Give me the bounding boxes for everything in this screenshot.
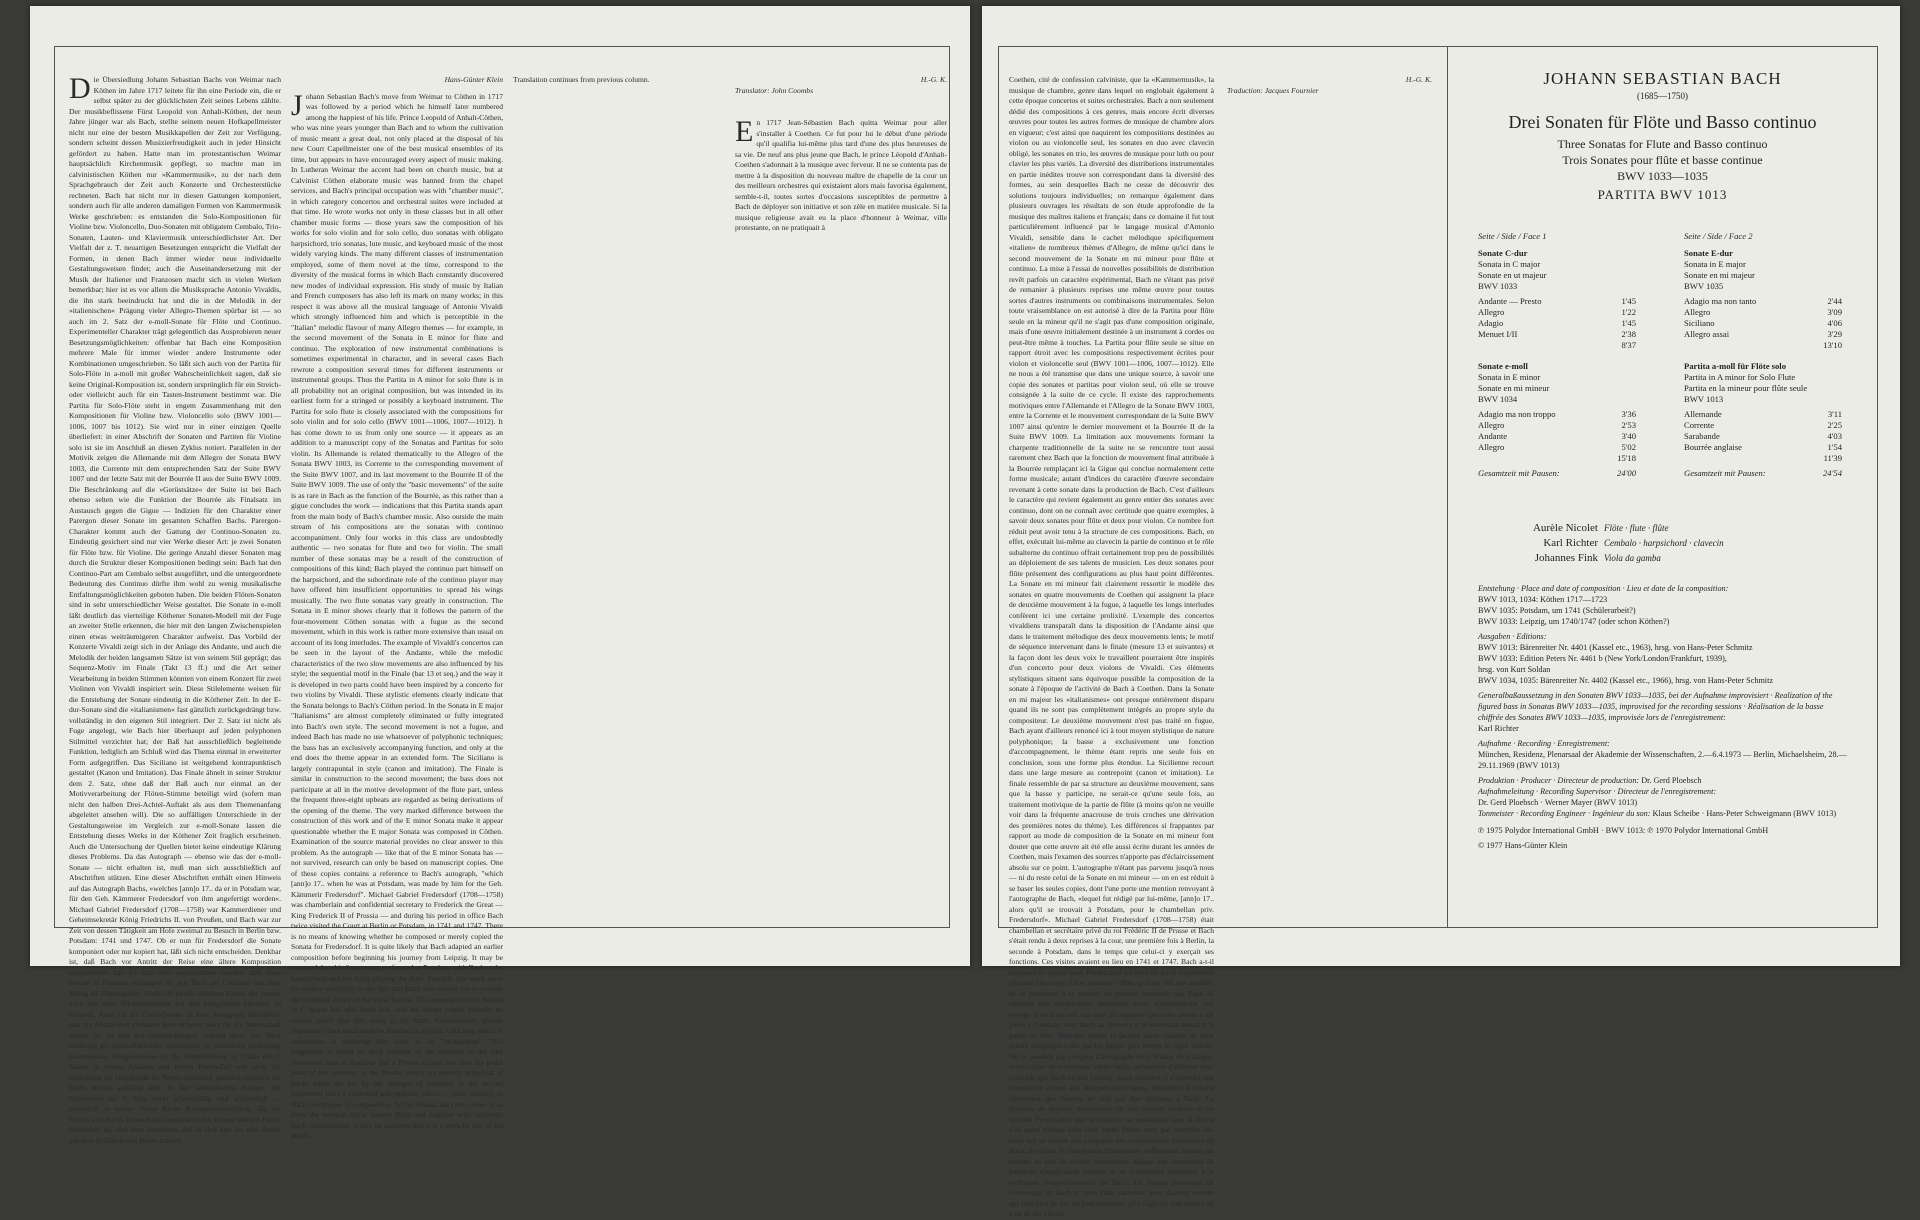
german-signature: Hans-Günter Klein [444,75,503,84]
movement-row: Adagio ma non troppo 3'36 [1478,409,1636,419]
credit-label: Aufnahme · Recording · Enregistrement: [1478,739,1610,748]
performer-row: Aurèle Nicolet Flöte · flute · flûte [1532,522,1669,534]
french-notes-column-2 [1227,75,1432,923]
movement-row: Adagio 1'45 [1478,318,1636,328]
performers [1448,521,1877,566]
face-total: Gesamtzeit mit Pausen: 24'00 [1478,468,1636,478]
credit-label: Ausgaben · Editions: [1478,632,1547,641]
french-translator: Traduction: Jacques Fournier [1227,85,1319,95]
work-title: Sonate e-moll [1478,361,1528,371]
english-notes-column-3 [513,75,725,923]
tracklist-panel [1448,47,1877,927]
credits [1478,583,1848,851]
credit-line: Klaus Scheibe · Hans-Peter Schweigmann (BWV 1013) [1652,809,1837,818]
credit-label: Aufnahmeleitung · Recording Supervisor · Directeur de l'enregistrement: [1478,787,1717,796]
credit-label: Generalbaßaussetzung in den Sonaten BWV 1033—1035, bei der Aufnahme improvisiert · Realization of the figured bass in Sonatas BWV 1033—1035, improvised for the recording sessions · Réalisation de la basse chiffrée des Sonates BWV 1033—1035, improvisée lors de l'enregistrement: [1478,691,1833,722]
composer-name: JOHANN SEBASTIAN BACH [1543,69,1782,88]
work-subtitle: Partita in A minor for Solo Flute [1684,372,1796,382]
credit-line: BWV 1033: Leipzig, um 1740/1747 (oder schon Köthen?) [1478,617,1670,626]
copyright-2: © 1977 Hans-Günter Klein [1478,841,1568,850]
left-frame [54,46,950,1145]
work-subtitle: Sonate en mi mineur [1478,383,1550,393]
credit-label: Produktion · Producer · Directeur de production: [1478,776,1640,785]
composer-dates: (1685—1750) [1637,91,1688,101]
movement-row: Allegro 3'09 [1684,307,1842,317]
partita-title: PARTITA BWV 1013 [1597,187,1728,202]
movement-row: Allemande 3'11 [1684,409,1842,419]
movement-row: Bourrée anglaise 1'54 [1684,442,1842,452]
title-en: Three Sonatas for Flute and Basso continuo [1557,137,1768,151]
right-panel [982,6,1900,1218]
english-notes-continued: Translation continues from previous column. [513,75,650,84]
bwv-numbers: BWV 1033—1035 [1617,169,1708,183]
credit-line: Dr. Gerd Ploebsch [1641,776,1702,785]
credit-label: Tonmeister · Recording Engineer · Ingénieur du son: [1478,809,1651,818]
credit-line: BWV 1035: Potsdam, um 1741 (Schülerarbeit?) [1478,606,1636,615]
credit-line: hrsg. von Kurt Soldan [1478,665,1551,674]
work-title: Sonate C-dur [1478,248,1528,258]
german-notes-column-1: Die Übersiedlung Johann Sebastian Bachs von Weimar nach Köthen im Jahre 1717 leitete für ihn eine Periode ein, die er selbst später zu der glücklichsten Zeit seines Lebens zählte. Der musikbeflissene Fürst Leopold von Anhalt-Köthen, der neun Jahre jünger war als Bach, stellte seinem neuen Hofkapellmeister nicht nur eine der besten Musikkapellen der Zeit zur Verfügung, sondern scheint dessen Musizierfreudigkeit auch in jeder Hinsicht gefördert zu haben. Hatte man im protestantischen Weimar hauptsächlich Kirchenmusik gepflegt, so machte man im calvinistischen Köthen nur »Kammermusik«, zu der nach dem Sprachgebrauch der Zeit auch Konzerte und Orchesterstücke rechneten. Bach hat nicht nur in diesen Gattungen komponiert, sondern auch für alle anderen damaligen Formen von Kammermusik Werke geschrieben: es entstanden die Solo-Kompositionen für Violine bzw. Violoncello, Duo-Sonaten mit obligatem Cembalo, Trio-Sonaten, Lauten- und Klaviermusik unterschiedlichster Art. Der Vielfalt der z. T. neuartigen Besetzungen entspricht die Vielfalt der Formen, in denen Bach immer wieder neue individuelle Gestaltungsweisen findet; auch die Auseinandersetzung mit der Musik der Italiener und Franzosen macht sich in vielen Werken bemerkbar; hier ist es vor allem die Musiksprache Antonio Vivaldis, die ihn stark beeindruckt hat und die in der Melodik in der »italienischen« Prägung vieler Allegro-Themen spürbar ist — so auch im 2. Satz der e-moll-Sonate für Flöte und Continuo. Experimenteller Charakter trägt gelegentlich das Ausprobieren neuer Besetzungsmöglichkeiten: offenbar hat Bach eine Komposition mehrere Male für immer wieder andere Instrumente oder Kombinationen umgeschrieben. So läßt sich auch von der Partita für Solo-Flöte in a-moll mit großer Wahrscheinlichkeit sagen, daß sie keine Original-Komposition ist, sondern ursprünglich für ein Streich- oder vielleicht auch für ein Tasten-Instrument bestimmt war. Die Partita für Solo-Flöte steht in engem Zusammenhang mit den Kompositionen für Violine bzw. Violoncello solo (BWV 1001—1006, 1007 bis 1012). Sie wird nur in einer einzigen Quelle überliefert: in einer Abschrift der Sonaten und Partiten für Violine solo ist sie im Anschluß an diesen Zyklus notiert. Parallelen in der Motivik zeigen die Allemande mit dem Allegro der Sonata BWV 1003, die Corrente mit dem entsprechenden Satz der Suite BWV 1007 und der letzte Satz mit der Bourrée II aus der Suite BWV 1009. Die Beschränkung auf die »Gerüstsätze« der Suite ist bei Bach ebenso selten wie die Funktion der Bourrée als Finalsatz im Austausch gegen die Gigue — Indizien für den Charakter einer Parergon dieser Sonate im gesamten Schaffen Bachs. Parergon-Charakter kommt auch der Gattung der Continuo-Sonaten zu. Eindeutig gesichert sind nur vier Werke dieser Art: je zwei Sonaten für Flöte bzw. für Violine. Die geringe Anzahl dieser Sonaten mag durch die Struktur dieser Kompositionen bedingt sein: Bach hat den Continuo-Part am Cembalo selbst ausgeführt, und die untergeordnete Bedeutung des Continuo dürfte ihm wohl zu wenig musikalische Entfaltungsmöglichkeiten geboten haben. Die beiden Flöten-Sonaten sind in sehr unterschiedlicher Weise gestaltet. Die Sonate in e-moll läßt deutlich das vierteilige Köthener Sonaten-Modell mit der Fuge an zweiter Stelle erkennen, die hier mit den langen Zwischenspielen einen etwas weiträumigeren Charakter aufweist. Das Vorbild der Konzerte Vivaldi zeigt sich in der Anlage des Andante, und auch die Melodik der beiden langsamen Sätze ist von seinem Stil geprägt; das Sequenz-Motiv im Finale (Takt 13 ff.) und die Art seiner Verarbeitung in beiden Stimmen könnten von einem Konzert für zwei Violinen von Vivaldi inspiriert sein. Diese Stilelemente weisen für die Entstehung der Sonate eindeutig in die Köthener Zeit. In der E-dur-Sonate sind die »italianismen« fast gänzlich zurückgedrängt bzw. vollständig in den eigenen Stil integriert. Der 2. Satz ist nicht als Fuge angelegt, wie Bach hier überhaupt auf jeden polyphonen Stilmittel verzichtet hat; der Baß hat ausschließlich begleitende Funktion, lediglich am Schluß wird das Thema einmal in erweiterter Form aufgegriffen. Das Siciliano ist weitgehend kontrapunktisch gestaltet (Kanon und Imitation). Das Finale ähnelt in seiner Struktur dem 2. Satz, ohne daß der Baß auch nur einmal an der Motivverarbeitung der Flöten-Stimme beteiligt wird (sofern man nicht den halben Drei-Achtel-Auftakt als aus dem Themenanfang abgeleitet ansehen will). Die so auffälligen Unterschiede in der Gestaltungsweise im Vergleich zur e-moll-Sonate lassen die Entstehung dieses Werks in der Köthener Zeit fraglich erscheinen. Auch die Untersuchung der Quellen bietet keine eindeutige Klärung dieses Problems. Da das Autograph — ebenso wie das der e-moll-Sonate — nicht erhalten ist, muß man sich ausschließlich auf Abschriften stützen. Eine dieser Abschriften enthält einen Hinweis auf das Autograph Bachs, »welches [ann]o 17.. da er in Potsdam war, für den Geh. Kämmerer Fredersdorf von ihm angefertigt worden«. Michael Gabriel Fredersdorf (1708—1758) war Kammerdiener und Geheimsekretär König Friedrichs II. von Preußen, und Bach war zur Zeit von dessen Tätigkeit am Hofe zweimal zu Besuch in Berlin bzw. Potsdam: 1741 und 1747. Ob er nun für Fredersdorf die Sonate komponiert oder nur kopiert hat, läßt sich nicht entscheiden. Denkbar ist, daß Bach vor Antritt der Reise eine ältere Komposition umgearbeitet hat. Es darf aber angenommen werden, daß diese Sonate in Potsdam erklungen ist: mit Bach am Cembalo und dem König als Flötenspieler. Vielleicht ist die »leichte« Faktur der Sonate auch mit einer Rücksichtnahme auf den königlichen Flötisten zu erklären. Auch für die C-dur-Sonate ist kein Autograph überliefert, und die Abschriften enthalten kein sicheres Indiz für die Autorschaft Bachs. So ist den Stil-Untersuchungen, anhand derer das Werk eindeutig als »nicht-Bachisch« einzustufen ist, erhebliche Bedeutung beizumessen: Beispielsweise ist die Stimmführung im Finale der 2. Satzes in einem Andante und einem Presto-Teil wie auch die Gestaltung als Orgelpunkt im Presto-Abschnitt gänzlich unüblich für Bach; ebenso auffällig sind die fast tableauhaften Anlagen der Harmonien im 3. Satz wirkt schwerfällig und schülerhaft — entspricht in keiner Weise Bachs Kompositionstechnik. Da die Sonate aus Bachs Umwelt und zusammen mit echten Werken Bachs überliefert ist, darf man annehmen, daß es sich hier um eine Arbeit aus dem Schülerkreise Bachs handelt. [69,72,281,1145]
english-notes-text: ohann Sebastian Bach's move from Weimar to Cöthen in 1717 was followed by a period which he himself later numbered among the happiest of his life. Prince Leopold of Anhalt-Cöthen, who was nine years younger than Bach and to whom the cultivation of music meant a great deal, not only placed at the disposal of his new Court Capellmeister one of the best musical ensembles of its time, but appears to have encouraged every aspect of music making. In Lutheran Weimar the accent had been on church music, but at Calvinist Cöthen elaborate music was banned from the chapel services, and Bach's principal occupation was with "chamber music", in which category concertos and orchestral suites were included at that time. He wrote works not only in these classes but in all other chamber music forms — those years saw the composition of his works for solo violin and for solo cello, duo sonatas with obligato harpsichord, trio sonatas, lute music, and keyboard music of the most widely varying kinds. The many different classes of instrumentation employed, some of them novel at the time, correspond to the diversity of the musical forms in which Bach constantly discovered new modes of individual expression. His study of music by Italian and French composers has also left its mark on many works; in this respect it was above all the musical language of Antonio Vivaldi which strongly influenced him and which is perceptible in the "Italian" melodic flavour of many Allegro themes — for example, in the second movement of the Sonata in E minor for flute and continuo. The exploration of new instrumental combinations is sometimes experimental in character, and in several cases Bach rewrote a composition several times for different instruments or instrumental groups. Thus the Partita in A minor for solo flute is in all probability not an original composition, but was intended in its earliest form for a stringed or possibly a keyboard instrument. The Partita for solo flute is closely associated with the compositions for solo violin and for solo cello (BWV 1001—1006, 1007—1012). It has come down to us from only one source — it appears as an addition to a manuscript copy of the Sonatas and Partitas for solo violin. Its Allemande is related thematically to the Allegro of the Sonata BWV 1003, its Corrente to the corresponding movement of the Suite BWV 1007, and its last movement to the Bourrée II of the Suite BWV 1009. The use of only the "basic movements" of the suite is as rare in Bach as the function of the Bourrée, as this rather than a gigue concludes the work — indications that this Partita stands apart from the main body of Bach's chamber music. Also outside the main stream of his compositions are the sonatas with continuo accompaniment. Only four works in this class are undoubtedly authentic — two sonatas for flute and two for violin. The small number of these sonatas may be a result of the construction of compositions of this kind; Bach played the continuo part himself on the harpsichord, and the subordinate role of the continuo player may have offered him insufficient opportunities to spread his wings musically. The two flute sonatas vary greatly in construction. The Sonata in E minor shows clearly that it follows the pattern of the four-movement Cöthen sonatas with a fugue as the second movement, which in this work is rather more extensive than usual on account of its long interludes. The example of Vivaldi's concertos can be seen in the layout of the Andante, while the melodic characteristics of the two slow movements are also influenced by his style; the sequential motif in the Finale (bar 13 et seq.) and the way it is developed in two parts could have been inspired by a concerto for two violins by Vivaldi. These stylistic elements clearly indicate that the Sonata belongs to Bach's Cöthen period. In the Sonata in E major "Italianisms" are almost completely eliminated or fully integrated into Bach's own style. The second movement is not a fugue, and indeed Bach has made no use whatsoever of polyphonic techniques; the bass has an exclusively accompanying function, and only at the end does the theme appear in an extended form. The Siciliano is largely contrapuntal in style (canon and imitation). The Finale is similar in construction to the second movement; the bass does not participate at all in the motive development of the flute part, unless the frequent three-eight upbeats are regarded as being derivations of the opening of the theme. The very marked difference between the construction of this work and of the E minor Sonata make it appear questionable whether the E major Sonata was composed in Cöthen. Examination of the source material provides no clear answer to this problem. As the autograph — like that of the E minor Sonata has — not survived, research can only be based on manuscript copies. One of these copies contains a reference to Bach's autograph, "which [ann]o 17.. when he was at Potsdam, was made by him for the Geh. Kämmerir Fredersdorf". Michael Gabriel Fredersdorf (1708—1758) was chamberlain and confidential secretary to Frederick the Great — King Frederick II of Prussia — and during his period in office Bach twice visited the Court at Berlin or Potsdam, in 1741 and 1747. There is no means of knowing whether he composed or merely copied the Sonata for Fredersdorf. It is quite likely that Bach adapted an earlier composition before beginning his journey from Leipzig. It may be assumed that this Sonata was performed at Potsdam, with Bach at the harpsichord and the King playing the flute. Possibly this work owes its relative simplicity to the fact that Bach was careful not to overtax the technical ability of the royal flautist. The autograph of the Sonata in C major has also been lost, and the extant copies provide no certain proof that this work is by Bach. Consequently greater importance than usual must be attached to stylistic criticism, which is unanimous in declaring this work to be "un-Bachian". This judgement is based on such features as the division of the first movement into an Andante and a Presto section, and also the pedal point of the continuo in the Presto, which are entirely untypical of Bach, while the bar by bar changes of harmony in the second movement have a contrived and pedantic effect — quite contrary to Bach's technique of composition. As this Sonata has come down to us from the musical circle around Bach and together with authentic Bach compositions, it may be assumed that it is a work by one of his pupils. [291,91,503,1140]
movement-row: Adagio ma non tanto 2'44 [1684,296,1842,306]
movement-row: Corrente 2'25 [1684,420,1842,430]
work-title: Sonate E-dur [1684,248,1733,258]
french-notes-start-text: n 1717 Jean-Sébastien Bach quitta Weimar pour aller s'installer à Coethen. Ce fut pour lui le début d'une période qu'il qualifia lui-même plus tard d'une des plus heureuses de sa vie. De neuf ans plus jeune que Bach, le prince Léopold d'Anhalt-Coethen s'adonnait à la musique avec ferveur. Il ne se contenta pas de mettre à la disposition du nouveau maître de chapelle de la cour un des meilleurs orchestres qui existaient alors mais favorisa également, semble-t-il, toutes sortes d'occasions susceptibles de permettre à Bach de déployer son initiative et son zèle en matière musicale. Si la musique religieuse avait eu la place d'honneur à Weimar, ville protestante, on ne pratiquait à [735,118,947,232]
movement-row: Siciliano 4'06 [1684,318,1842,328]
german-notes-column-2: Hans-Günter Klein Johann Sebastian Bach's move from Weimar to Cöthen in 1717 was followed by a period which he himself later numbered among the happiest of his life. Prince Leopold of Anhalt-Cöthen, who was nine years younger than Bach and to whom the cultivation of music meant a great deal, not only placed at the disposal of his new Court Capellmeister one of the best musical ensembles of its time, but appears to have encouraged every aspect of music making. In Lutheran Weimar the accent had been on church music, but at Calvinist Cöthen elaborate music was banned from the chapel services, and Bach's principal occupation was with "chamber music", in which category concertos and orchestral suites were included at that time. He wrote works not only in these classes but in all other chamber music forms — those years saw the composition of his works for solo violin and for solo cello, duo sonatas with obligato harpsichord, trio sonatas, lute music, and keyboard music of the most widely varying kinds. The many different classes of instrumentation employed, some of them novel at the time, correspond to the diversity of the musical forms in which Bach constantly discovered new modes of individual expression. His study of music by Italian and French composers has also left its mark on many works; in this respect it was above all the musical language of Antonio Vivaldi which strongly influenced him and which is perceptible in the "Italian" melodic flavour of many Allegro themes — for example, in the second movement of the Sonata in E minor for flute and continuo. The exploration of new instrumental combinations is sometimes experimental in character, and in several cases Bach rewrote a composition several times for different instruments or instrumental groups. Thus the Partita in A minor for solo flute is in all probability not an original composition, but was intended in its earliest form for a stringed or possibly a keyboard instrument. The Partita for solo flute is closely associated with the compositions for solo violin and for solo cello (BWV 1001—1006, 1007—1012). It has come down to us from only one source — it appears as an addition to a manuscript copy of the Sonatas and Partitas for solo violin. Its Allemande is related thematically to the Allegro of the Sonata BWV 1003, its Corrente to the corresponding movement of the Suite BWV 1007, and its last movement to the Bourrée II of the Suite BWV 1009. The use of only the "basic movements" of the suite is as rare in Bach as the function of the Bourrée, as this rather than a gigue concludes the work — indications that this Partita stands apart from the main body of Bach's chamber music. Also outside the main stream of his compositions are the sonatas with continuo accompaniment. Only four works in this class are undoubtedly authentic — two sonatas for flute and two for violin. The small number of these sonatas may be a result of the construction of compositions of this kind; Bach played the continuo part himself on the harpsichord, and the subordinate role of the continuo player may have offered him insufficient opportunities to spread his wings musically. The two flute sonatas vary greatly in construction. The Sonata in E minor shows clearly that it follows the pattern of the four-movement Cöthen sonatas with a fugue as the second movement, which in this work is rather more extensive than usual on account of its long interludes. The example of Vivaldi's concertos can be seen in the layout of the Andante, while the melodic characteristics of the two slow movements are also influenced by his style; the sequential motif in the Finale (bar 13 et seq.) and the way it is developed in two parts could have been inspired by a concerto for two violins by Vivaldi. These stylistic elements clearly indicate that the Sonata belongs to Bach's Cöthen period. In the Sonata in E major "Italianisms" are almost completely eliminated or fully integrated into Bach's own style. The second movement is not a fugue, and indeed Bach has made no use whatsoever of polyphonic techniques; the bass has an exclusively accompanying function, and only at the end does the theme appear in an extended form. The Siciliano is largely contrapuntal in style (canon and imitation). The Finale is similar in construction to the second movement; the bass does not participate at all in the motive development of the flute part, unless the frequent three-eight upbeats are regarded as being derivations of the opening of the theme. The very marked difference between the construction of this work and of the E minor Sonata make it appear questionable whether the E major Sonata was composed in Cöthen. Examination of the source material provides no clear answer to this problem. As the autograph — like that of the E minor Sonata has — not survived, research can only be based on manuscript copies. One of these copies contains a reference to Bach's autograph, "which [ann]o 17.. when he was at Potsdam, was made by him for the Geh. Kämmerir Fredersdorf". Michael Gabriel Fredersdorf (1708—1758) was chamberlain and confidential secretary to Frederick the Great — King Frederick II of Prussia — and during his period in office Bach twice visited the Court at Berlin or Potsdam, in 1741 and 1747. There is no means of knowing whether he composed or merely copied the Sonata for Fredersdorf. It is quite likely that Bach adapted an earlier composition before beginning his journey from Leipzig. It may be assumed that this Sonata was performed at Potsdam, with Bach at the harpsichord and the King playing the flute. Possibly this work owes its relative simplicity to the fact that Bach was careful not to overtax the technical ability of the royal flautist. The autograph of the Sonata in C major has also been lost, and the extant copies provide no certain proof that this work is by Bach. Consequently greater importance than usual must be attached to stylistic criticism, which is unanimous in declaring this work to be "un-Bachian". This judgement is based on such features as the division of the first movement into an Andante and a Presto section, and also the pedal point of the continuo in the Presto, which are entirely untypical of Bach, while the bar by bar changes of harmony in the second movement have a contrived and pedantic effect — quite contrary to Bach's technique of composition. As this Sonata has come down to us from the musical circle around Bach and together with authentic Bach compositions, it may be assumed that it is a work by one of his pupils. [291,75,503,1140]
work-subtitle: BWV 1034 [1478,394,1518,404]
movement-row: Sarabande 4'03 [1684,431,1842,441]
work-total: 11'39 [1823,453,1842,463]
title-de: Drei Sonaten für Flöte und Basso continuo [1508,112,1817,132]
face-total: Gesamtzeit mit Pausen: 24'54 [1684,468,1842,478]
left-panel [30,6,970,1145]
performer-row: Johannes Fink Viola da gamba [1534,552,1661,564]
movement-row: Andante — Presto 1'45 [1478,296,1636,306]
work-subtitle: Sonate en ut majeur [1478,270,1547,280]
credit-line: BWV 1013: Bärenreiter Nr. 4401 (Kassel etc., 1963), hrsg. von Hans-Peter Schmitz [1478,643,1753,652]
work-total: 15'18 [1617,453,1636,463]
work-title: Partita a-moll für Flöte solo [1684,361,1786,371]
movement-row: Allegro 1'22 [1478,307,1636,317]
work-subtitle: BWV 1035 [1684,281,1724,291]
work-total: 8'37 [1621,340,1636,350]
movement-row: Allegro 2'53 [1478,420,1636,430]
movement-row: Menuet I/II 2'38 [1478,329,1636,339]
french-notes-text: Coethen, cité de confession calviniste, que la «Kammermusik», la musique de chambre, genre dans lequel on englobait également à cette époque concertos et suites orchestrales. Bach a non seulement dédié des compositions à ces genres, mais encore écrit diverses œuvres pour toutes les autres formes de musique de chambre alors en vigueur; c'est ainsi que naquirent les compositions destinées au violon ou au violoncelle seul, les sonates en duo avec clavecin obligé, les sonates en trio, les œuvres de musique pour luth ou pour clavier les plus variés. La diversité des distributions instrumentales en partie inédites trouve son correspondant dans la diversité des formes, au sein desquelles Bach ne cesse de découvrir des solutions toujours individuelles; on remarque également dans plusieurs ouvrages les résultats de son étude approfondie de la musique des maîtres italiens et français; dans ce domaine il fut tout particulièrement influencé par le langage musical d'Antonio Vivaldi, sensible dans le cachet mélodique spécifiquement «italien» de nombreux thèmes d'Allegro, de même qu'ici dans le second mouvement de la Sonate en mi mineur pour flûte et continuo. La mise à l'essai de nouvelles possibilités de distribution revêt parfois un caractère expérimental, Bach ne s'étant pas privé de remanier à plusieurs reprises une même œuvre pour toutes sortes d'autres instruments ou combinaisons instrumentales. Selon toute vraisemblance on est autorisé à dire de la Partita pour flûte seule en la mineur qu'il ne s'agit pas d'une composition originale, mais d'une œuvre initialement destinée à un instrument à cordes ou peut-être même à touches. La Partita pour flûte seule se situe en rapport étroit avec les compositions respectivement écrites pour violon et violoncelle seul (BWV 1001—1006, 1007—1012). Elle ne nous a été transmise que dans une unique source, à savoir une copie des sonates et partitas pour violon seul, où elle se trouve consignée à la suite de ce cycle. Il existe des rapprochements motiviques entre l'Allemande et l'Allegro de la Sonate BWV 1003, entre la Corrente et le mouvement correspondant de la Suite BWV 1007 ainsi qu'entre le dernier mouvement et la Bourrée II de la Suite BWV 1009. La limitation aux mouvements formant la charpente traditionnelle de la suite ne se rencontre tout aussi rarement chez Bach que la fonction de mouvement final attribuée à la Bourrée remplaçant ici la Gigue qui conclue normalement cette forme musicale; autant d'indices du caractère d'œuvre secondaire revenant à cette sonate dans la production de Bach. C'est d'ailleurs le caractère qui revient également au genre entier des sonates avec continuo, dont on ne connaît avec certitude que quatre exemples, à savoir deux sonates pour flûte et deux pour violon. Ce nombre fort réduit peut avoir tenu à la structure de ces compositions. Bach, en effet, exécutait lui-même au clavecin la partie de continuo et le rôle subalterne du continuo offrait certainement trop peu de possibilités au déploiement de ses talents de musicien. Les deux sonates pour flûte présentent des configurations au plus haut point différentes. La Sonate en mi mineur fait clairement ressortir le modèle des sonates en quatre mouvements de Coethen qui assignent la place de deuxième mouvement à la fugue, à laquelle les longs interludes confèrent ici une certaine prolixité. L'exemple des concertos vivaldiens transparaît dans la disposition de l'Andante ainsi que dans le traitement mélodique des deux mouvements lents; le motif de séquence intervenant dans le finale (mesure 13 et suivantes) et la façon dont les deux voix le travaillent pourraient être inspirés d'un concerto pour deux violons de Vivaldi. Ces éléments stylistiques situent sans équivoque possible la composition de la sonate à l'époque de l'activité de Bach à Coethen. Dans la Sonate en mi majeur les «italianismes» ont presque entièrement disparu quand ils ne sont pas complètement intégrés au propre style du compositeur. Le deuxième mouvement n'est pas traité en fugue, Bach ayant d'ailleurs renoncé ici à tout moyen stylistique de nature polyphonique; la basse a exclusivement une fonction d'accompagnement, le thème étant repris une seule fois en conclusion, sous une forme plus étendue. La Sicilienne recourt dans une large mesure au contrepoint (canon et imitation). Le finale ressemble de par sa structure au deuxième mouvement, sans que la basse y participe, ne serait-ce qu'une seule fois, au traitement motivique de la partie de flûte (à moins qu'on ne veuille voir dans la fréquente anacrouse de trois croches une dérivation des premières notes du thème). Les différences si frappantes par rapport au mode de composition de la Sonate en mi mineur font douter que cette œuvre ait été elle aussi écrite durant les années de Coethen, mais l'examen des sources n'apporte pas d'éclaircissement absolu sur ce point. L'autographe n'étant pas parvenu jusqu'à nous — ni du reste celui de la Sonate en mi mineur — on en est réduit à se baser les seules copies, dont l'une porte une mention renvoyant à l'autographe de Bach, «lequel fut rédigé par lui-même, [ann]o 17.. alors qu'il se trouvait à Potsdam, pour le chambellan priv. Fredersdorf». Michael Gabriel Fredersdorf (1708—1758) était chambellan et secrétaire privé du roi Frédéric II de Prusse et Bach s'était rendu à deux reprises à la cour, une première fois à Berlin, la seconde à Potsdam, dans le temps que celui-ci y exerçait ses fonctions. Ces visites avaient eu lieu en 1741 et 1747. Bach a-t-il composé la sonate pour Fredersdorf ou bien en a-t-il simplement effectué une copie à son intention? Bien qu'il ne soit pas possible de se prononcer à ce propos, on pourrait concevoir que Bach ait remanié une composition antérieure avant d'entreprendre son voyage et on a en tout cas sujet de supposer que cette sonate a été jouée à Potsdam, avec Bach au clavecin et le souverain assurant la partie de flûte. Peut-être même la facture assez «facile» de cette sonate s'explique-t-elle par les égards pris envers le royal flûtiste. On ne possède pas non plus d'autographe de la Sonate en ut majeur et les copies ne renferment aucun indice permettant d'affirmer avec certitude que Bach en soit l'auteur. Aussi convient-il d'accorder une importance accrue aux analyses stylistiques, desquelles il résulte clairement que l'œuvre ne doit pas être attribuée à Bach. La division du premier mouvement en une section Andante et un épisode Presto ainsi que le continuo se présentant sous la forme d'un point d'orgue dans cette partie Presto sont, par exemple, des traits qui se situent aux antipodes des compositions habituelles de Bach; de même le changement d'harmonies s'effectuant mesure par mesure au sein du second mouvement dégage une impression de lourdeur, d'application scolaire et ne correspond nullement à la technique compositionnelle de Bach. La Sonate provenant de l'entourage de Bach et nous étant parvenue avec d'autres œuvres qui sont bien de lui, on peut présumer qu'il s'agit ici d'un travail dû à un de ses élèves. [1009,75,1214,1218]
work-subtitle: Sonata in E major [1684,259,1746,269]
work-total: 13'10 [1823,340,1842,350]
work-subtitle: Partita en la mineur pour flûte seule [1684,383,1808,393]
copyright: ℗ 1975 Polydor International GmbH · BWV 1013: ℗ 1970 Polydor International GmbH [1478,826,1769,835]
german-notes-text: ie Übersiedlung Johann Sebastian Bachs von Weimar nach Köthen im Jahre 1717 leitete für ihn eine Periode ein, die er selbst später zu der glücklichsten Zeit seines Lebens zählte. Der musikbeflissene Fürst Leopold von Anhalt-Köthen, der neun Jahre jünger war als Bach, stellte seinem neuen Hofkapellmeister nicht nur eine der besten Musikkapellen der Zeit zur Verfügung, sondern scheint dessen Musizierfreudigkeit auch in jeder Hinsicht gefördert zu haben. Hatte man im protestantischen Weimar hauptsächlich Kirchenmusik gepflegt, so machte man im calvinistischen Köthen nur »Kammermusik«, zu der nach dem Sprachgebrauch der Zeit auch Konzerte und Orchesterstücke rechneten. Bach hat nicht nur in diesen Gattungen komponiert, sondern auch für alle anderen damaligen Formen von Kammermusik Werke geschrieben: es entstanden die Solo-Kompositionen für Violine bzw. Violoncello, Duo-Sonaten mit obligatem Cembalo, Trio-Sonaten, Lauten- und Klaviermusik unterschiedlichster Art. Der Vielfalt der z. T. neuartigen Besetzungen entspricht die Vielfalt der Formen, in denen Bach immer wieder neue individuelle Gestaltungsweisen findet; auch die Auseinandersetzung mit der Musik der Italiener und Franzosen macht sich in vielen Werken bemerkbar; hier ist es vor allem die Musiksprache Antonio Vivaldis, die ihn stark beeindruckt hat und die in der Melodik in der »italienischen« Prägung vieler Allegro-Themen spürbar ist — so auch im 2. Satz der e-moll-Sonate für Flöte und Continuo. Experimenteller Charakter trägt gelegentlich das Ausprobieren neuer Besetzungsmöglichkeiten: offenbar hat Bach eine Komposition mehrere Male für immer wieder andere Instrumente oder Kombinationen umgeschrieben. So läßt sich auch von der Partita für Solo-Flöte in a-moll mit großer Wahrscheinlichkeit sagen, daß sie keine Original-Komposition ist, sondern ursprünglich für ein Streich- oder vielleicht auch für ein Tasten-Instrument bestimmt war. Die Partita für Solo-Flöte steht in engem Zusammenhang mit den Kompositionen für Violine bzw. Violoncello solo (BWV 1001—1006, 1007 bis 1012). Sie wird nur in einer einzigen Quelle überliefert: in einer Abschrift der Sonaten und Partiten für Violine solo ist sie im Anschluß an diesen Zyklus notiert. Parallelen in der Motivik zeigen die Allemande mit dem Allegro der Sonata BWV 1003, die Corrente mit dem entsprechenden Satz der Suite BWV 1007 und der letzte Satz mit der Bourrée II aus der Suite BWV 1009. Die Beschränkung auf die »Gerüstsätze« der Suite ist bei Bach ebenso selten wie die Funktion der Bourrée als Finalsatz im Austausch gegen die Gigue — Indizien für den Charakter einer Parergon dieser Sonate im gesamten Schaffen Bachs. Parergon-Charakter kommt auch der Gattung der Continuo-Sonaten zu. Eindeutig gesichert sind nur vier Werke dieser Art: je zwei Sonaten für Flöte bzw. für Violine. Die geringe Anzahl dieser Sonaten mag durch die Struktur dieser Kompositionen bedingt sein: Bach hat den Continuo-Part am Cembalo selbst ausgeführt, und die untergeordnete Bedeutung des Continuo dürfte ihm wohl zu wenig musikalische Entfaltungsmöglichkeiten geboten haben. Die beiden Flöten-Sonaten sind in sehr unterschiedlicher Weise gestaltet. Die Sonate in e-moll läßt deutlich das vierteilige Köthener Sonaten-Modell mit der Fuge an zweiter Stelle erkennen, die hier mit den langen Zwischenspielen einen etwas weiträumigeren Charakter aufweist. Das Vorbild der Konzerte Vivaldi zeigt sich in der Anlage des Andante, und auch die Melodik der beiden langsamen Sätze ist von seinem Stil geprägt; das Sequenz-Motiv im Finale (Takt 13 ff.) und die Art seiner Verarbeitung in beiden Stimmen könnten von einem Konzert für zwei Violinen von Vivaldi inspiriert sein. Diese Stilelemente weisen für die Entstehung der Sonate eindeutig in die Köthener Zeit. In der E-dur-Sonate sind die »italianismen« fast gänzlich zurückgedrängt bzw. vollständig in den eigenen Stil integriert. Der 2. Satz ist nicht als Fuge angelegt, wie Bach hier überhaupt auf jeden polyphonen Stilmittel verzichtet hat; der Baß hat ausschließlich begleitende Funktion, lediglich am Schluß wird das Thema einmal in erweiterter Form aufgegriffen. Das Siciliano ist weitgehend kontrapunktisch gestaltet (Kanon und Imitation). Das Finale ähnelt in seiner Struktur dem 2. Satz, ohne daß der Baß auch nur einmal an der Motivverarbeitung der Flöten-Stimme beteiligt wird (sofern man nicht den halben Drei-Achtel-Auftakt als aus dem Themenanfang abgeleitet ansehen will). Die so auffälligen Unterschiede in der Gestaltungsweise im Vergleich zur e-moll-Sonate lassen die Entstehung dieses Werks in der Köthener Zeit fraglich erscheinen. Auch die Untersuchung der Quellen bietet keine eindeutige Klärung dieses Problems. Da das Autograph — ebenso wie das der e-moll-Sonate — nicht erhalten ist, muß man sich ausschließlich auf Abschriften stützen. Eine dieser Abschriften enthält einen Hinweis auf das Autograph Bachs, »welches [ann]o 17.. da er in Potsdam war, für den Geh. Kämmerer Fredersdorf von ihm angefertigt worden«. Michael Gabriel Fredersdorf (1708—1758) war Kammerdiener und Geheimsekretär König Friedrichs II. von Preußen, und Bach war zur Zeit von dessen Tätigkeit am Hofe zweimal zu Besuch in Berlin bzw. Potsdam: 1741 und 1747. Ob er nun für Fredersdorf die Sonate komponiert oder nur kopiert hat, läßt sich nicht entscheiden. Denkbar ist, daß Bach vor Antritt der Reise eine ältere Komposition umgearbeitet hat. Es darf aber angenommen werden, daß diese Sonate in Potsdam erklungen ist: mit Bach am Cembalo und dem König als Flötenspieler. Vielleicht ist die »leichte« Faktur der Sonate auch mit einer Rücksichtnahme auf den königlichen Flötisten zu erklären. Auch für die C-dur-Sonate ist kein Autograph überliefert, und die Abschriften enthalten kein sicheres Indiz für die Autorschaft Bachs. So ist den Stil-Untersuchungen, anhand derer das Werk eindeutig als »nicht-Bachisch« einzustufen ist, erhebliche Bedeutung beizumessen: Beispielsweise ist die Stimmführung im Finale der 2. Satzes in einem Andante und einem Presto-Teil wie auch die Gestaltung als Orgelpunkt im Presto-Abschnitt gänzlich unüblich für Bach; ebenso auffällig sind die fast tableauhaften Anlagen der Harmonien im 3. Satz wirkt schwerfällig und schülerhaft — entspricht in keiner Weise Bachs Kompositionstechnik. Da die Sonate aus Bachs Umwelt und zusammen mit echten Werken Bachs überliefert ist, darf man annehmen, daß es sich hier um eine Arbeit aus dem Schülerkreise Bachs handelt. [69,75,281,1145]
face-1-tracklist [1478,231,1636,479]
english-signature: H.-G. K. [920,75,947,84]
english-translator: Translator: John Coombs [735,85,814,95]
movement-row: Allegro assai 3'29 [1684,329,1842,339]
movement-row: Allegro 5'02 [1478,442,1636,452]
credit-line: München, Residenz, Plenarsaal der Akademie der Wissenschaften, 2.—6.4.1973 — Berlin, Michaelsheim, 28.—29.11.1969 (BWV 1013) [1478,750,1847,770]
face-2-label: Seite / Side / Face 2 [1684,231,1753,241]
movement-row: Andante 3'40 [1478,431,1636,441]
credit-line: Karl Richter [1478,724,1519,733]
work-subtitle: BWV 1033 [1478,281,1518,291]
title-fr: Trois Sonates pour flûte et basse continue [1562,153,1763,167]
work-subtitle: Sonate en mi majeur [1684,270,1755,280]
work-subtitle: Sonata in C major [1478,259,1541,269]
work-subtitle: BWV 1013 [1684,394,1724,404]
work-subtitle: Sonata in E minor [1478,372,1541,382]
face-2-tracklist [1684,231,1842,479]
english-notes-column-4: H.-G. K. Translator: John Coombs En 1717 Jean-Sébastien Bach quitta Weimar pour aller s'installer à Coethen. Ce fut pour lui le début d'une période qu'il qualifia lui-même plus tard d'une des plus heureuses de sa vie. De neuf ans plus jeune que Bach, le prince Léopold d'Anhalt-Coethen s'adonnait à la musique avec ferveur. Il ne se contenta pas de mettre à la disposition du nouveau maître de chapelle de la cour un des meilleurs orchestres qui existaient alors mais favorisa également, semble-t-il, toutes sortes d'occasions susceptibles de permettre à Bach de déployer son initiative et son zèle en matière musicale. Si la musique religieuse avait eu la place d'honneur à Weimar, ville protestante, on ne pratiquait à [735,75,947,232]
credit-line: BWV 1034, 1035: Bärenreiter Nr. 4402 (Kassel etc., 1966), hrsg. von Hans-Peter Schmitz [1478,676,1773,685]
credit-line: BWV 1033: Edition Peters Nr. 4461 b (New York/London/Frankfurt, 1939), [1478,654,1727,663]
right-frame [998,46,1878,1218]
french-notes-column-1 [1009,75,1214,1218]
credit-line: Dr. Gerd Ploebsch · Werner Mayer (BWV 1013) [1478,798,1638,807]
face-1-label: Seite / Side / Face 1 [1478,231,1547,241]
french-signature: H.-G. K. [1405,75,1432,84]
performer-row: Karl Richter Cembalo · harpsichord · clavecin [1543,537,1724,549]
credit-line: BWV 1013, 1034: Köthen 1717—1723 [1478,595,1608,604]
credit-label: Entstehung · Place and date of composition · Lieu et date de la composition: [1478,584,1729,593]
